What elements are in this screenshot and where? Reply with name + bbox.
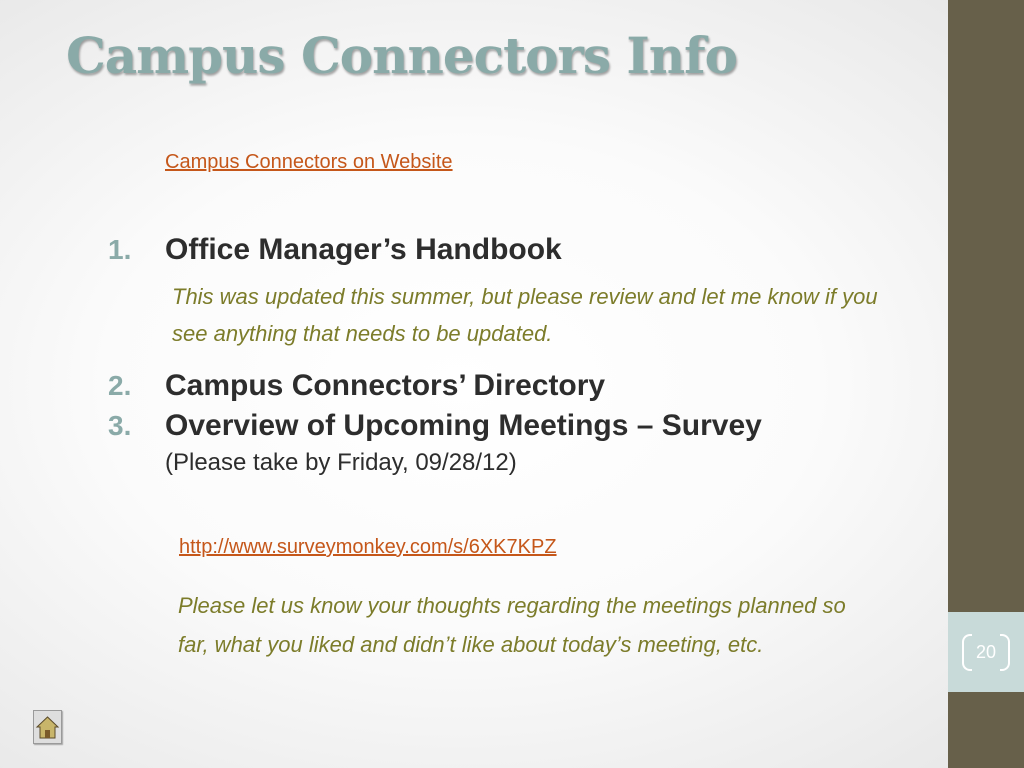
item-list (108, 230, 898, 480)
page-number: 20 (962, 634, 1010, 671)
list-item (108, 230, 898, 366)
closing-note: Please let us know your thoughts regarding the meetings planned so far, what you liked and didn’t like about today’s meeting, etc. (178, 593, 846, 657)
list-item (108, 406, 898, 480)
item-deadline: (Please take by Friday, 09/28/12) (165, 449, 517, 476)
item-number: 1. (108, 234, 132, 265)
item-number: 2. (108, 370, 132, 401)
item-heading: Campus Connectors’ Directory (165, 369, 606, 402)
website-link[interactable]: Campus Connectors on Website (165, 151, 453, 173)
survey-link[interactable]: http://www.surveymonkey.com/s/6XK7KPZ (179, 536, 557, 558)
item-heading: Overview of Upcoming Meetings – Survey (165, 409, 762, 442)
home-icon (34, 711, 61, 743)
item-note: This was updated this summer, but please review and let me know if you see anything that needs to be updated. (172, 284, 878, 346)
list-item (108, 366, 898, 406)
item-heading: Office Manager’s Handbook (165, 233, 562, 266)
home-button[interactable] (33, 710, 62, 744)
slide-title: Campus Connectors Info (66, 26, 738, 85)
page-number-box (948, 612, 1024, 692)
item-number: 3. (108, 410, 132, 441)
